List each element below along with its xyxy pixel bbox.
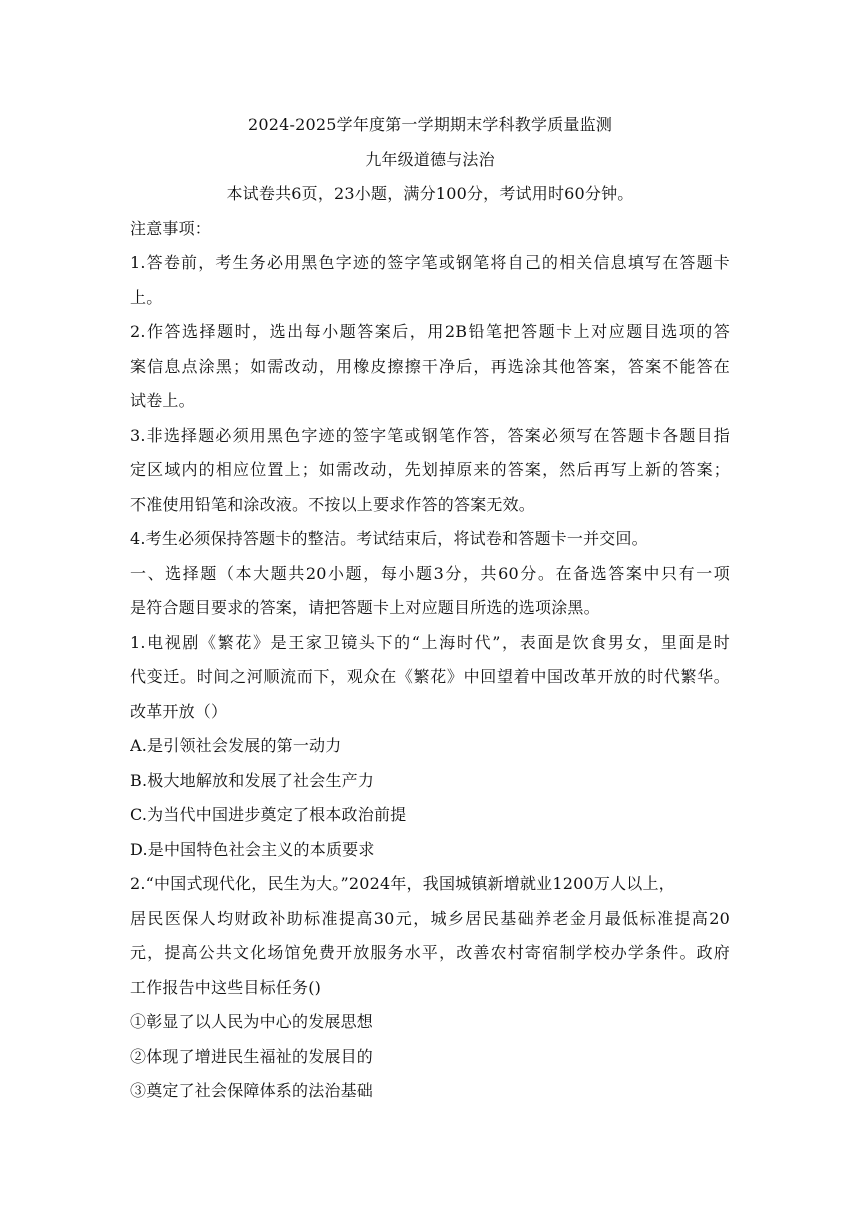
exam-subject: 九年级道德与法治 xyxy=(365,149,495,169)
exam-title: 2024-2025学年度第一学期期末学科教学质量监测 xyxy=(247,115,613,134)
notes-heading: 注意事项： xyxy=(130,218,212,238)
question-1-option-d: D.是中国特色社会主义的本质要求 xyxy=(130,839,375,859)
question-1-option-c: C.为当代中国进步奠定了根本政治前提 xyxy=(130,805,407,824)
note-2-line-1: 2.作答选择题时，选出每小题答案后，用2B铅笔把答题卡上对应题目选项的答 xyxy=(130,322,730,341)
question-1-option-b: B.极大地解放和发展了社会生产力 xyxy=(130,770,375,790)
section-1-heading-line-2: 是符合题目要求的答案，请把答题卡上对应题目所选的选项涂黑。 xyxy=(130,598,600,617)
exam-info: 本试卷共6页，23小题，满分100分，考试用时60分钟。 xyxy=(226,184,634,203)
question-2-option-2: ②体现了增进民生福祉的发展目的 xyxy=(130,1046,374,1066)
question-2-stem-line-4: 工作报告中这些目标任务() xyxy=(130,977,322,997)
exam-page xyxy=(130,108,730,1109)
question-2-stem-line-2: 居民医保人均财政补助标准提高30元，城乡居民基础养老金月最低标准提高20 xyxy=(130,908,730,928)
note-1-line-2: 上。 xyxy=(130,287,163,307)
question-1-option-a: A.是引领社会发展的第一动力 xyxy=(130,736,342,755)
note-3-line-1: 3.非选择题必须用黑色字迹的签字笔或钢笔作答，答案必须写在答题卡各题目指 xyxy=(130,425,730,445)
question-2-stem-line-3: 元，提高公共文化场馆免费开放服务水平，改善农村寄宿制学校办学条件。政府 xyxy=(130,943,730,962)
question-2-option-3: ③奠定了社会保障体系的法治基础 xyxy=(130,1081,374,1100)
section-1-heading-line-1: 一、选择题（本大题共20小题，每小题3分，共60分。在备选答案中只有一项 xyxy=(130,563,730,583)
question-2-option-1: ①彰显了以人民为中心的发展思想 xyxy=(130,1012,374,1031)
note-3-line-3: 不准使用铅笔和涂改液。不按以上要求作答的答案无效。 xyxy=(130,494,536,514)
question-1-stem-line-1: 1.电视剧《繁花》是王家卫镜头下的“上海时代”，表面是饮食男女，里面是时 xyxy=(130,632,730,652)
note-1-line-1: 1.答卷前，考生务必用黑色字迹的签字笔或钢笔将自己的相关信息填写在答题卡 xyxy=(130,253,730,272)
note-2-line-3: 试卷上。 xyxy=(130,391,195,410)
note-3-line-2: 定区域内的相应位置上；如需改动，先划掉原来的答案，然后再写上新的答案； xyxy=(130,460,730,479)
note-2-line-2: 案信息点涂黑；如需改动，用橡皮擦擦干净后，再选涂其他答案，答案不能答在 xyxy=(130,356,730,376)
question-1-stem-line-2: 代变迁。时间之河顺流而下，观众在《繁花》中回望着中国改革开放的时代繁华。 xyxy=(130,667,730,686)
question-2-stem-line-1: 2.“中国式现代化，民生为大。”2024年，我国城镇新增就业1200万人以上， xyxy=(130,874,675,893)
question-1-stem-line-3: 改革开放（） xyxy=(130,701,228,721)
note-4-line-1: 4.考生必须保持答题卡的整洁。考试结束后，将试卷和答题卡一并交回。 xyxy=(130,529,648,548)
